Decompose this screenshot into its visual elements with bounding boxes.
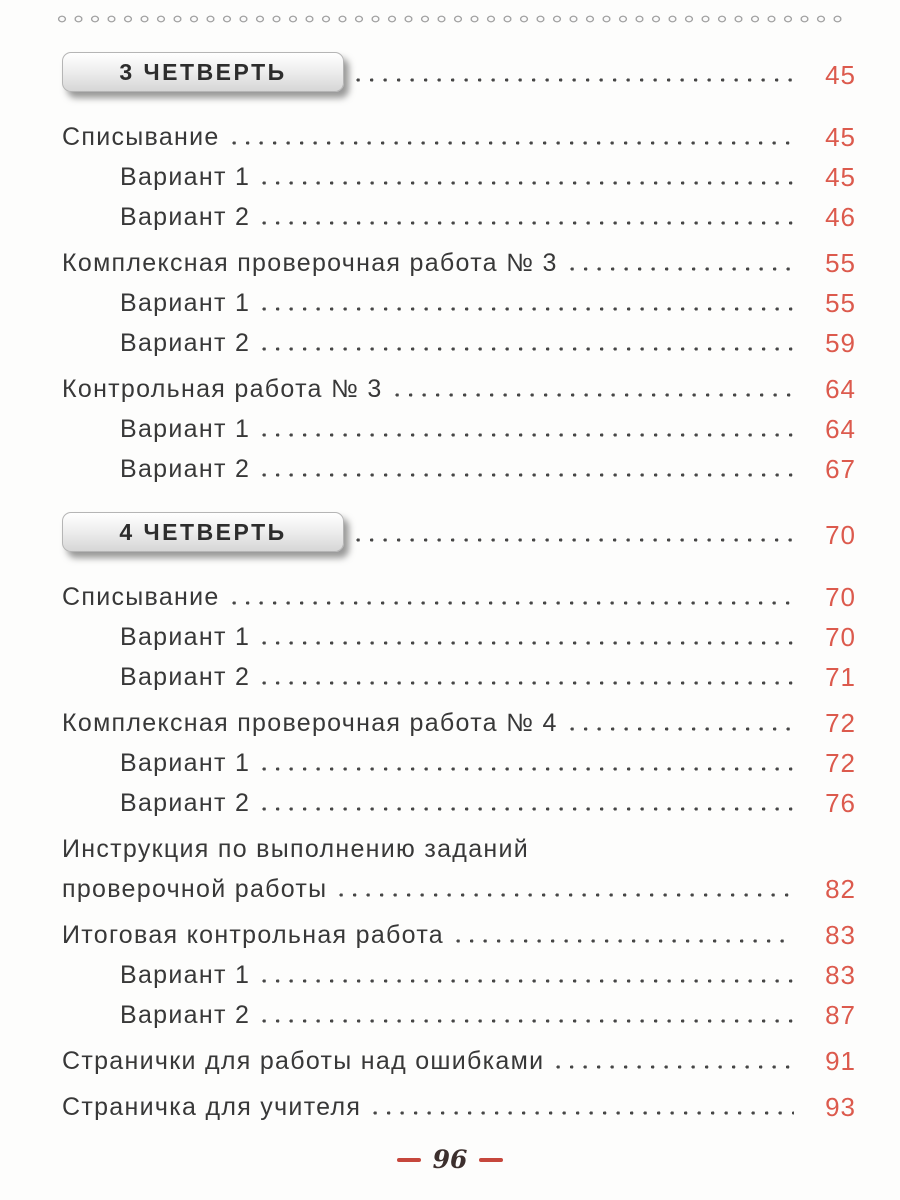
- entry-label: Вариант 2: [120, 329, 251, 357]
- entry-main-line: [62, 866, 856, 906]
- entry-label: Вариант 2: [120, 663, 251, 691]
- dot-leader: [373, 1111, 794, 1115]
- dot-leader: [262, 641, 794, 645]
- entry-main-line: [62, 574, 856, 614]
- toc-row: [62, 574, 856, 614]
- entry-label: Вариант 1: [120, 623, 251, 651]
- entry-main-line: [62, 780, 856, 820]
- bead-border-decoration: [54, 12, 846, 26]
- page-number: 76: [825, 788, 856, 818]
- entry-label: Комплексная проверочная работа № 3: [62, 249, 558, 277]
- toc-row: [62, 1084, 856, 1124]
- page-number: 59: [825, 328, 856, 358]
- dot-leader: [556, 1065, 794, 1069]
- dot-leader: [570, 267, 794, 271]
- entry-label: Вариант 1: [120, 163, 251, 191]
- quarter-badge-label: 4 ЧЕТВЕРТЬ: [119, 518, 287, 545]
- entry-main-line: [62, 366, 856, 406]
- dot-leader: [262, 767, 794, 771]
- entry-label: Итоговая контрольная работа: [62, 921, 444, 949]
- page-number: 55: [825, 288, 856, 318]
- badge-page-number: 45: [825, 60, 856, 90]
- dot-leader: [232, 601, 794, 605]
- toc-row: [62, 154, 856, 194]
- toc-row: [62, 320, 856, 360]
- page-number: 83: [825, 920, 856, 950]
- toc-row: [62, 240, 856, 280]
- page-number: 67: [825, 454, 856, 484]
- entry-label: Вариант 1: [120, 961, 251, 989]
- section-entries: [62, 114, 856, 486]
- entry-main-line: [62, 154, 856, 194]
- footer-page-number: 96: [432, 1145, 468, 1174]
- quarter-badge: [62, 52, 344, 92]
- page-number: 70: [825, 622, 856, 652]
- entry-main-line: [62, 654, 856, 694]
- entry-label: Вариант 2: [120, 1001, 251, 1029]
- entry-label: Вариант 2: [120, 455, 251, 483]
- page-number: 70: [825, 582, 856, 612]
- entry-main-line: [62, 952, 856, 992]
- entry-main-line: [62, 446, 856, 486]
- entry-main-line: [62, 700, 856, 740]
- entry-label: Вариант 1: [120, 415, 251, 443]
- entry-main-line: [62, 280, 856, 320]
- entry-label: Контрольная работа № 3: [62, 375, 383, 403]
- entry-label: Странички для работы над ошибками: [62, 1047, 545, 1075]
- toc-row: [62, 406, 856, 446]
- dot-leader: [262, 1019, 794, 1023]
- toc-row: [62, 654, 856, 694]
- entry-label: Страничка для учителя: [62, 1093, 362, 1121]
- toc-row: [62, 280, 856, 320]
- dot-leader: [232, 141, 794, 145]
- page-number: 72: [825, 708, 856, 738]
- toc-section: [62, 512, 856, 1124]
- dot-leader: [262, 979, 794, 983]
- toc-row: [62, 114, 856, 154]
- table-of-contents: [62, 52, 856, 1124]
- entry-main-line: [62, 114, 856, 154]
- footer-dash-right: [479, 1158, 503, 1162]
- dot-leader: [456, 939, 794, 943]
- entry-main-line: [62, 614, 856, 654]
- dot-leader: [262, 181, 794, 185]
- toc-row: [62, 614, 856, 654]
- page-number: 46: [825, 202, 856, 232]
- dot-leader: [395, 393, 794, 397]
- toc-row: [62, 1038, 856, 1078]
- badge-page-number: 70: [825, 520, 856, 550]
- entry-main-line: [62, 740, 856, 780]
- quarter-badge-row: [62, 52, 856, 92]
- page-footer: [0, 1145, 900, 1174]
- entry-main-line: [62, 194, 856, 234]
- entry-main-line: [62, 406, 856, 446]
- dot-leader: [262, 473, 794, 477]
- entry-label: Вариант 1: [120, 749, 251, 777]
- dot-leader: [262, 433, 794, 437]
- dot-leader: [339, 893, 794, 897]
- section-entries: [62, 574, 856, 1124]
- toc-row: [62, 700, 856, 740]
- quarter-badge: [62, 512, 344, 552]
- page-number: 45: [825, 122, 856, 152]
- entry-main-line: [62, 912, 856, 952]
- dot-leader: [262, 221, 794, 225]
- entry-label: Комплексная проверочная работа № 4: [62, 709, 558, 737]
- entry-label-first-line: Инструкция по выполнению заданий: [62, 835, 530, 863]
- toc-row: [62, 826, 856, 906]
- page-number: 45: [825, 162, 856, 192]
- entry-main-line: [62, 240, 856, 280]
- page-number: 91: [825, 1046, 856, 1076]
- page-number: 87: [825, 1000, 856, 1030]
- toc-row: [62, 780, 856, 820]
- entry-main-line: [62, 320, 856, 360]
- dot-leader: [356, 538, 794, 542]
- entry-label: проверочной работы: [62, 875, 328, 903]
- quarter-badge-row: [62, 512, 856, 552]
- toc-row: [62, 740, 856, 780]
- page-number: 71: [825, 662, 856, 692]
- entry-main-line: [62, 1038, 856, 1078]
- dot-leader: [262, 681, 794, 685]
- toc-row: [62, 366, 856, 406]
- toc-row: [62, 952, 856, 992]
- page-number: 93: [825, 1092, 856, 1122]
- page-number: 82: [825, 874, 856, 904]
- footer-dash-left: [397, 1158, 421, 1162]
- page-number: 72: [825, 748, 856, 778]
- quarter-badge-label: 3 ЧЕТВЕРТЬ: [119, 58, 287, 85]
- dot-leader: [570, 727, 794, 731]
- entry-label: Вариант 2: [120, 789, 251, 817]
- toc-row: [62, 992, 856, 1032]
- entry-main-line: [62, 1084, 856, 1124]
- entry-label: Списывание: [62, 583, 220, 611]
- toc-section: [62, 52, 856, 486]
- page-number: 55: [825, 248, 856, 278]
- dot-leader: [262, 347, 794, 351]
- toc-row: [62, 912, 856, 952]
- toc-row: [62, 194, 856, 234]
- entry-label: Вариант 1: [120, 289, 251, 317]
- page-number: 83: [825, 960, 856, 990]
- entry-label: Вариант 2: [120, 203, 251, 231]
- dot-leader: [262, 307, 794, 311]
- dot-leader: [356, 78, 794, 82]
- toc-row: [62, 446, 856, 486]
- entry-label: Списывание: [62, 123, 220, 151]
- entry-main-line: [62, 992, 856, 1032]
- page-number: 64: [825, 414, 856, 444]
- page-number: 64: [825, 374, 856, 404]
- dot-leader: [262, 807, 794, 811]
